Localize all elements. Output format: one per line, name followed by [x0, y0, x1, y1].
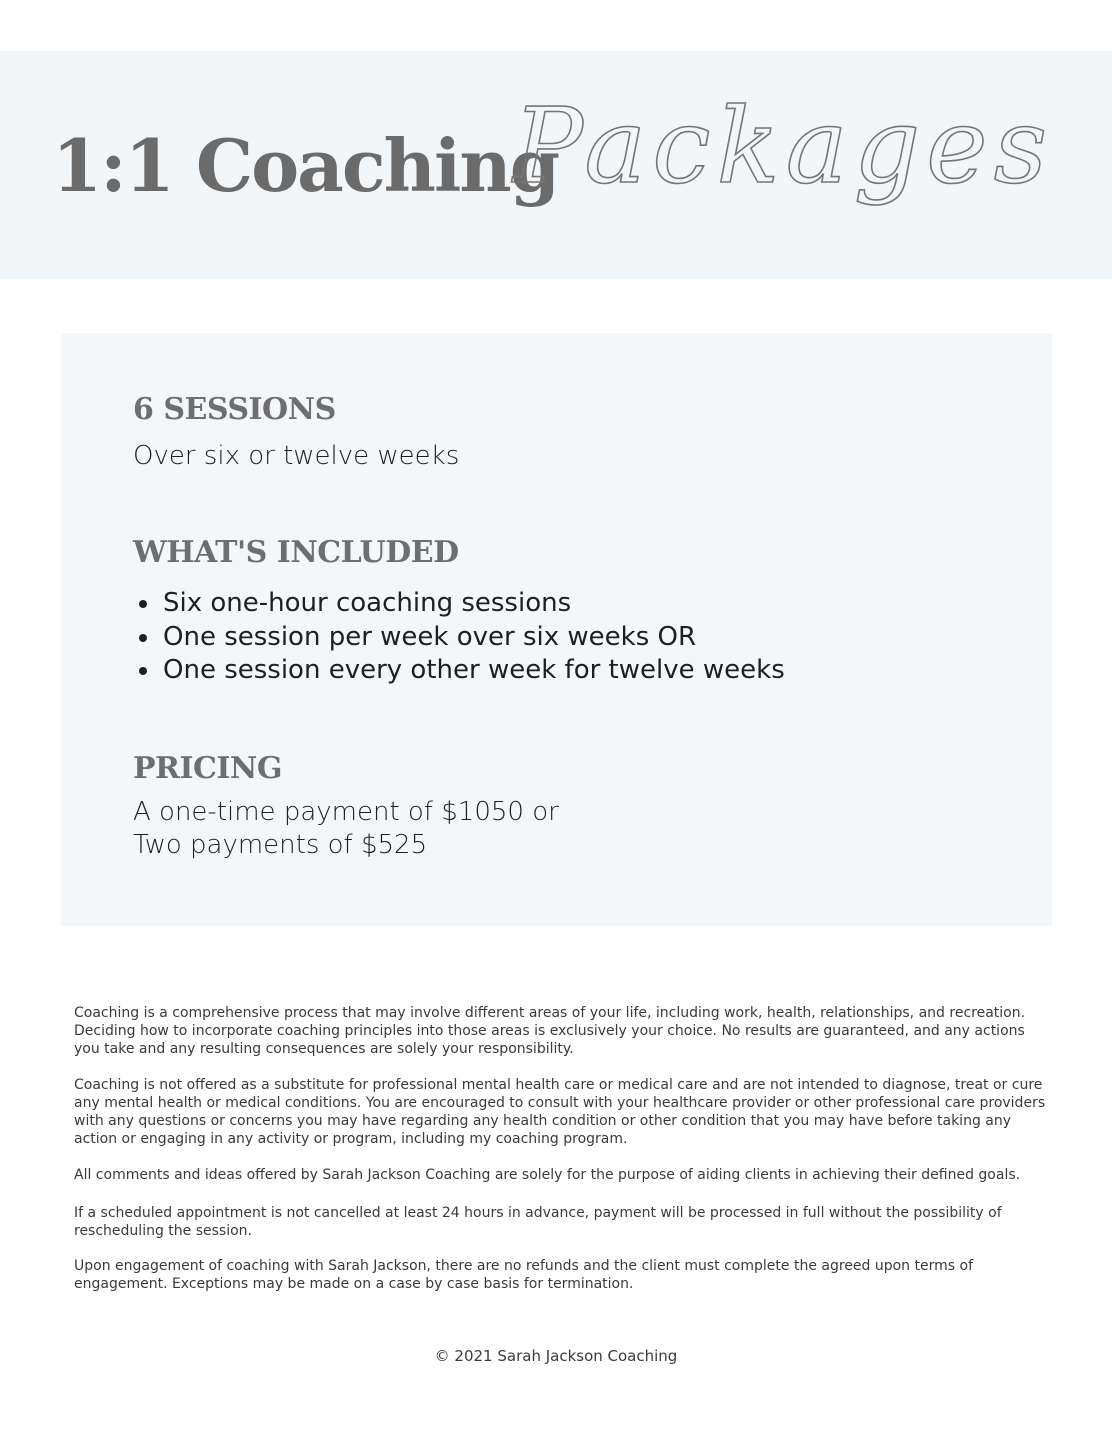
- page-title: 1:1 Coaching: [52, 123, 559, 208]
- list-item: One session every other week for twelve weeks: [133, 654, 833, 688]
- included-list: [133, 587, 833, 688]
- sessions-text: Over six or twelve weeks: [133, 441, 460, 471]
- disclaimer-paragraph: All comments and ideas offered by Sarah Jackson Coaching are solely for the purpose of aiding clients in achieving their defined goals.: [74, 1167, 1021, 1183]
- pricing-line: A one-time payment of $1050 or: [133, 797, 559, 827]
- disclaimer-paragraph: Upon engagement of coaching with Sarah Jackson, there are no refunds and the client must complete the agreed upon terms of engagement. Exceptions may be made on a case by case basis for termination.: [74, 1258, 973, 1292]
- included-heading: WHAT'S INCLUDED: [133, 535, 459, 570]
- bullet-icon: [139, 667, 147, 675]
- bullet-icon: [139, 600, 147, 608]
- disclaimer-paragraph: Coaching is a comprehensive process that may involve different areas of your life, including work, health, relationships, and recreation. Deciding how to incorporate coaching principles into those areas is exclusively your choice. No results are guaranteed, and any actions you take and any resulting consequences are solely your responsibility.: [74, 1005, 1026, 1057]
- sessions-heading: 6 SESSIONS: [133, 392, 336, 427]
- pricing-line: Two payments of $525: [133, 830, 428, 860]
- title-script-text: Packages: [513, 85, 1054, 207]
- list-item: Six one-hour coaching sessions: [133, 587, 833, 621]
- pricing-heading: PRICING: [133, 751, 282, 786]
- title-script-word: [505, 70, 1095, 245]
- bullet-icon: [139, 634, 147, 642]
- list-item: One session per week over six weeks OR: [133, 621, 833, 655]
- disclaimer-paragraph: If a scheduled appointment is not cancelled at least 24 hours in advance, payment will be processed in full without the possibility of rescheduling the session.: [74, 1205, 1002, 1239]
- disclaimer-paragraph: Coaching is not offered as a substitute for professional mental health care or medical care and are not intended to diagnose, treat or cure any mental health or medical conditions. You are encouraged to consult with your healthcare provider or other professional care providers with any questions or concerns you may have regarding any health condition or other condition that you may have before taking any action or engaging in any activity or program, including my coaching program.: [74, 1077, 1046, 1147]
- footer-copyright: © 2021 Sarah Jackson Coaching: [434, 1347, 678, 1365]
